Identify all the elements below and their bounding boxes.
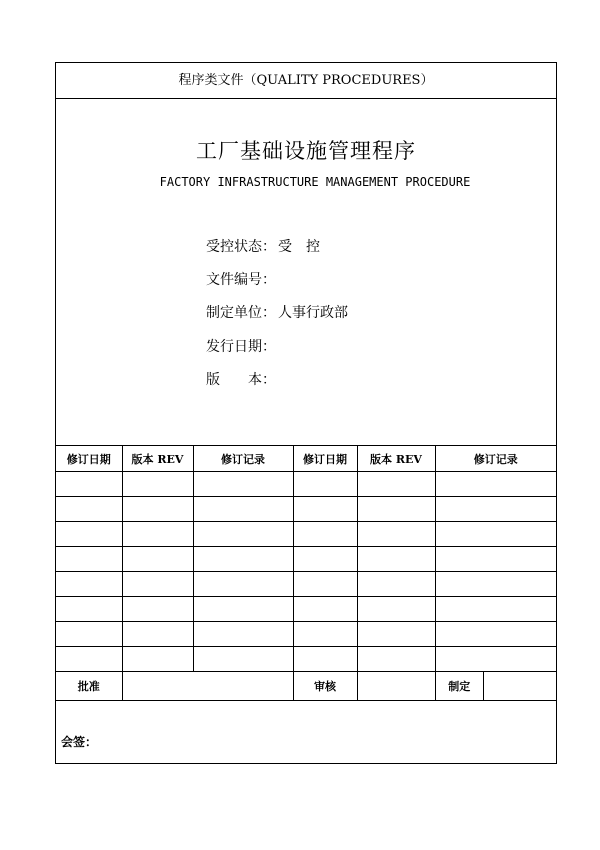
revision-cell[interactable] xyxy=(193,472,293,497)
revision-cell[interactable] xyxy=(193,647,293,672)
revision-cell[interactable] xyxy=(56,472,122,497)
info-value: 人事行政部 xyxy=(278,305,348,321)
col-header-revision-record: 修订记录 xyxy=(435,446,556,472)
revision-cell[interactable] xyxy=(122,647,193,672)
revision-cell[interactable] xyxy=(357,547,435,572)
revision-cell[interactable] xyxy=(56,497,122,522)
revision-cell[interactable] xyxy=(435,647,556,672)
col-header-revision-date: 修订日期 xyxy=(56,446,122,472)
review-label: 审核 xyxy=(293,672,357,701)
revision-cell[interactable] xyxy=(435,597,556,622)
revision-table-row xyxy=(56,472,556,497)
info-row-document-number xyxy=(206,269,278,289)
revision-cell[interactable] xyxy=(357,497,435,522)
info-row-version xyxy=(206,369,278,389)
revision-cell[interactable] xyxy=(435,622,556,647)
info-row-issuing-department xyxy=(206,302,348,322)
revision-cell[interactable] xyxy=(56,647,122,672)
review-signature-field[interactable] xyxy=(357,672,435,701)
revision-cell[interactable] xyxy=(357,622,435,647)
col-header-revision-date: 修订日期 xyxy=(293,446,357,472)
revision-cell[interactable] xyxy=(122,472,193,497)
revision-cell[interactable] xyxy=(122,597,193,622)
document-category-header: 程序类文件（QUALITY PROCEDURES） xyxy=(56,63,556,99)
revision-cell[interactable] xyxy=(357,597,435,622)
revision-table-row xyxy=(56,572,556,597)
info-label: 版 本： xyxy=(206,372,276,388)
revision-cell[interactable] xyxy=(293,497,357,522)
revision-cell[interactable] xyxy=(293,472,357,497)
revision-cell[interactable] xyxy=(56,547,122,572)
revision-cell[interactable] xyxy=(435,547,556,572)
revision-cell[interactable] xyxy=(293,572,357,597)
revision-table-row xyxy=(56,622,556,647)
document-title-en: FACTORY INFRASTRUCTURE MANAGEMENT PROCEDURE xyxy=(159,175,471,189)
info-label: 发行日期： xyxy=(206,339,276,355)
prepare-subtable xyxy=(436,672,557,700)
revision-table xyxy=(56,445,556,701)
revision-cell[interactable] xyxy=(193,597,293,622)
info-row-issue-date xyxy=(206,336,278,356)
col-header-version: 版本 REV xyxy=(357,446,435,472)
col-header-revision-record: 修订记录 xyxy=(193,446,293,472)
countersign-label: 会签： xyxy=(61,735,98,749)
revision-cell[interactable] xyxy=(56,597,122,622)
revision-cell[interactable] xyxy=(293,647,357,672)
revision-cell[interactable] xyxy=(435,497,556,522)
document-title-cn: 工厂基础设施管理程序 xyxy=(196,139,416,163)
approval-row xyxy=(56,672,556,701)
revision-cell[interactable] xyxy=(435,522,556,547)
revision-cell[interactable] xyxy=(193,522,293,547)
revision-cell[interactable] xyxy=(357,647,435,672)
revision-cell[interactable] xyxy=(357,472,435,497)
info-label: 文件编号： xyxy=(206,272,276,288)
info-value: 受 控 xyxy=(278,239,320,255)
revision-cell[interactable] xyxy=(122,497,193,522)
revision-table-row xyxy=(56,522,556,547)
revision-table-row xyxy=(56,497,556,522)
revision-cell[interactable] xyxy=(56,622,122,647)
document-frame xyxy=(55,62,557,764)
revision-cell[interactable] xyxy=(435,572,556,597)
revision-cell[interactable] xyxy=(193,622,293,647)
col-header-version: 版本 REV xyxy=(122,446,193,472)
info-row-control-status xyxy=(206,236,320,256)
prepare-label: 制定 xyxy=(436,672,484,700)
revision-cell[interactable] xyxy=(293,522,357,547)
revision-cell[interactable] xyxy=(122,522,193,547)
approve-label: 批准 xyxy=(56,672,122,701)
revision-table-row xyxy=(56,647,556,672)
revision-cell[interactable] xyxy=(122,572,193,597)
revision-cell[interactable] xyxy=(56,572,122,597)
info-label: 制定单位： xyxy=(206,305,276,321)
revision-cell[interactable] xyxy=(193,572,293,597)
revision-cell[interactable] xyxy=(293,597,357,622)
revision-cell[interactable] xyxy=(435,472,556,497)
prepare-signature-cell[interactable] xyxy=(435,672,556,701)
revision-table-header xyxy=(56,446,556,472)
revision-cell[interactable] xyxy=(56,522,122,547)
revision-cell[interactable] xyxy=(357,572,435,597)
revision-cell[interactable] xyxy=(122,622,193,647)
revision-table-row xyxy=(56,547,556,572)
revision-cell[interactable] xyxy=(122,547,193,572)
revision-cell[interactable] xyxy=(293,622,357,647)
revision-cell[interactable] xyxy=(357,522,435,547)
revision-cell[interactable] xyxy=(293,547,357,572)
revision-cell[interactable] xyxy=(193,497,293,522)
approve-signature-field[interactable] xyxy=(122,672,293,701)
prepare-signature-field[interactable] xyxy=(484,672,557,700)
revision-cell[interactable] xyxy=(193,547,293,572)
info-label: 受控状态： xyxy=(206,239,276,255)
revision-table-row xyxy=(56,597,556,622)
